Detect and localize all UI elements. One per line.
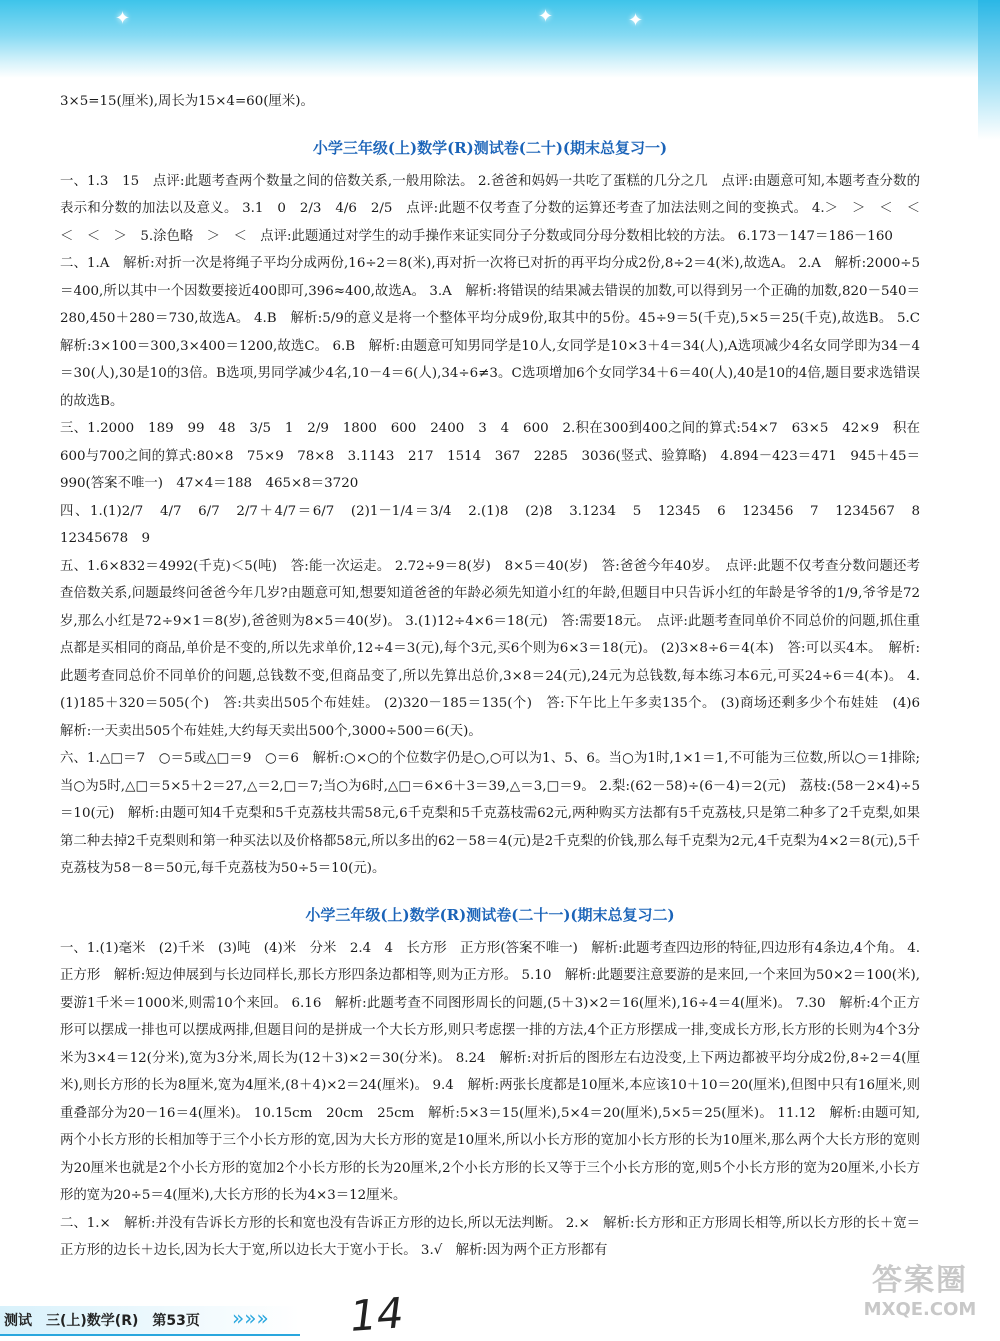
s21-part-2: 二、1.× 解析:并没有告诉长方形的长和宽也没有告诉正方形的边长,所以无法判断。 2.× 解析:长方形和正方形周长相等,所以长方形的长＋宽＝正方形的边长＋边长,因为长大于宽,所以边长大于宽小于长。 3.√ 解析:因为两个正方形都有 [60,1215,920,1258]
handwritten-page-number: 14 [348,1288,406,1341]
watermark-url: MXQE.COM [863,1299,977,1320]
sparkle-icon: ✦ [628,10,644,31]
s20-part-5: 五、1.6×832＝4992(千克)＜5(吨) 答:能一次运走。 2.72÷9＝8(岁) 8×5＝40(岁) 答:爸爸今年40岁。 点评:此题不仅考查分数问题还考查倍数关系,问题最终问爸爸今年几岁?由题意可知,想要知道爸爸的年龄必须先知道小红的年龄,但题目中只告诉小红的年龄是爷爷的1/9,爷爷是72岁,那么小红是72÷9×1＝8(岁),爸爸则为8×5＝40(岁)。 3.(1)12÷4×6＝18(元) 答:需要18元。 点评:此题考查同单价不同总价的问题,抓住重点都是买相同的商品,单价是不变的,所以先求单价,12÷4＝3(元),每个3元,买6个则为6×3＝18(元)。 (2)3×8÷6＝4(本) 答:可以买4本。 解析:此题考查同总价不同单价的问题,总钱数不变,但商品变了,所以先算出总价,3×8＝24(元),24元为总钱数,每本练习本6元,可买24÷6＝4(本)。 4.(1)185＋320＝505(个) 答:共卖出505个布娃娃。 (2)320－185＝135(个) 答:下午比上午多卖135个。 (3)商场还剩多少个布娃娃 (4)6 解析:一天卖出505个布娃娃,大约每天卖出500个,3000÷500＝6(天)。 [60,558,934,739]
s20-part-1: 一、1.3 15 点评:此题考查两个数量之间的倍数关系,一般用除法。 2.爸爸和妈妈一共吃了蛋糕的几分之几 点评:由题意可知,本题考查分数的表示和分数的加法以及意义。 3.1 0 2/3 4/6 2/5 点评:此题不仅考查了分数的运算还考查了加法法则之间的变换式。 4.＞ ＞ ＜ ＜ ＜ ＜ ＞ 5.涂色略 ＞ ＜ 点评:此题通过对学生的动手操作来证实同分子分数或同分母分数相比较的方法。 6.173－147＝186－160 [60,173,934,244]
section-title-20: 小学三年级(上)数学(R)测试卷(二十)(期末总复习一) [312,138,668,157]
s20-part-3: 三、1.2000 189 99 48 3/5 1 2/9 1800 600 2400 3 4 600 2.积在300到400之间的算式:54×7 63×5 42×9 积在600与700之间的算式:80×8 75×9 78×8 3.1143 217 1514 367 2285 3036(竖式、验算略) 4.894－423＝471 945＋45＝990(答案不唯一) 47×4＝188 465×8＝3720 [60,421,920,491]
arrows-icon: »»» [232,1306,269,1330]
watermark-text: 答案圈 [872,1263,968,1298]
s20-part-6: 六、1.△□＝7 ○＝5或△□＝9 ○＝6 解析:○×○的个位数字仍是○,○可以为1、5、6。当○为1时,1×1＝1,不可能为三位数,所以○＝1排除;当○为5时,△□＝5×5＋2＝27,△＝2,□＝7;当○为6时,△□＝6×6＋3＝39,△＝3,□＝9。 2.梨:(62－58)÷(6－4)＝2(元) 荔枝:(58－2×4)÷5＝10(元) 解析:由题可知4千克梨和5千克荔枝共需58元,6千克梨和5千克荔枝需62元,两种购买方法都有5千克荔枝,只是第二种多了2千克梨,如果第二种去掉2千克梨则和第一种买法以及价格都58元,所以多出的62－58＝4(元)是2千克梨的价钱,那么每千克梨为2元,4千克梨为4×2＝8(元),5千克荔枝为58－8＝50元,每千克荔枝为50÷5＝10(元)。 [60,751,920,876]
sparkle-icon: ✦ [538,6,554,27]
sparkle-icon: ✦ [115,8,131,29]
answer-content [60,88,934,1265]
intro-line: 3×5=15(厘米),周长为15×4=60(厘米)。 [60,94,314,109]
s21-part-1: 一、1.(1)毫米 (2)千米 (3)吨 (4)米 分米 2.4 4 长方形 正方形(答案不唯一) 解析:此题考查四边形的特征,四边形有4条边,4个角。 4.正方形 解析:短边伸展到与长边同样长,那长方形四条边都相等,则为正方形。 5.10 解析:此题要注意要游的是来回,一个来回为50×2＝100(米),要游1千米＝1000米,则需10个来回。 6.16 解析:此题考查不同图形周长的问题,(5＋3)×2＝16(厘米),16÷4＝4(厘米)。 7.30 解析:4个正方形可以摆成一排也可以摆成两排,但题目问的是拼成一个大长方形,则只考虑摆一排的方法,4个正方形摆成一排,变成长方形,长方形的长则为4个3分米为3×4＝12(分米),宽为3分米,周长为(12＋3)×2＝30(分米)。 8.24 解析:对折后的图形左右边没变,上下两边都被平均分成2份,8÷2＝4(厘米),则长方形的长为8厘米,宽为4厘米,(8＋4)×2＝24(厘米)。 9.4 解析:两张长度都是10厘米,本应该10＋10＝20(厘米),但图中只有16厘米,则重叠部分为20－16＝4(厘米)。 10.15cm 20cm 25cm 解析:5×3＝15(厘米),5×4＝20(厘米),5×5＝25(厘米)。 11.12 解析:由题可知,两个小长方形的长相加等于三个小长方形的宽,因为大长方形的宽是10厘米,所以小长方形的宽加小长方形的长为10厘米,那么两个大长方形的宽则为20厘米也就是2个小长方形的宽加2个小长方形的长为20厘米,2个小长方形的长又等于三个小长方形的宽,则5个小长方形的宽为20厘米,小长方形的宽为20÷5＝4(厘米),大长方形的长为4×3＝12厘米。 [60,940,920,1203]
right-edge-decoration [978,0,1000,140]
s20-part-4: 四、1.(1)2/7 4/7 6/7 2/7＋4/7＝6/7 (2)1－1/4＝3/4 2.(1)8 (2)8 3.1234 5 12345 6 123456 7 1234567 8 12345678 9 [60,503,934,546]
watermark-logo [850,1262,990,1332]
section-title-21: 小学三年级(上)数学(R)测试卷(二十一)(期末总复习二) [305,905,675,924]
footer-page-label: 测试 三(上)数学(R) 第53页 [4,1313,200,1329]
s20-part-2: 二、1.A 解析:对折一次是将绳子平均分成两份,16÷2＝8(米),再对折一次将已对折的再平均分成2份,8÷2＝4(米),故选A。 2.A 解析:2000÷5＝400,所以其中一个因数要接近400即可,396≈400,故选A。 3.A 解析:将错误的结果减去错误的加数,可以得到另一个正确的加数,820－540＝280,450＋280＝730,故选A。 4.B 解析:5/9的意义是将一个整体平均分成9份,取其中的5份。45÷9＝5(千克),5×5＝25(千克),故选B。 5.C 解析:3×100＝300,3×400＝1200,故选C。 6.B 解析:由题意可知男同学是10人,女同学是10×3＋4＝34(人),A选项减少4名女同学即为34－4＝30(人),30是10的3倍。B选项,男同学减少4名,10－4＝6(人),34÷6≠3。C选项增加6个女同学34＋6＝40(人),40是10的4倍,题目要求选错误的故选B。 [60,256,934,409]
top-decorative-band [0,0,1000,78]
